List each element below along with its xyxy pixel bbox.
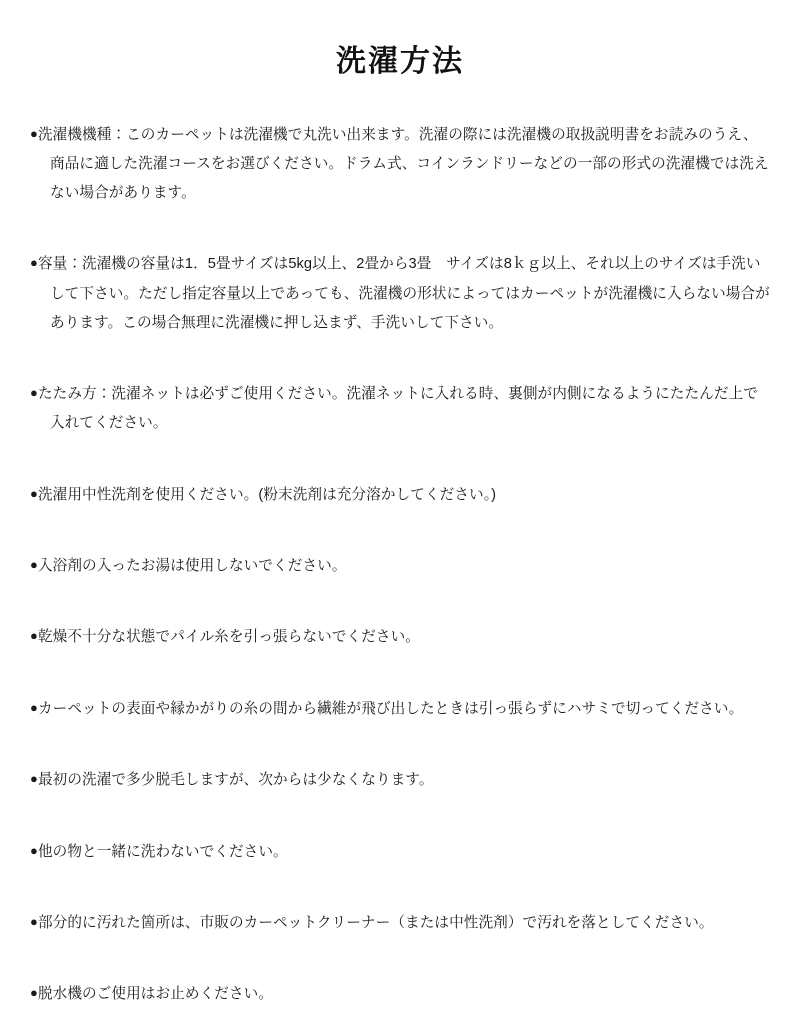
instruction-text: 乾燥不十分な状態でパイル糸を引っ張らないでください。	[37, 629, 420, 646]
instruction-item-no-spin-dryer	[30, 980, 770, 1009]
instruction-item-initial-shedding	[30, 766, 770, 795]
instruction-item-no-bath-additives	[30, 552, 770, 581]
page-title: 洗濯方法	[336, 45, 464, 78]
instruction-item-spot-cleaning	[30, 909, 770, 938]
instruction-item-folding-method	[30, 380, 770, 438]
bullet-icon: ●	[30, 557, 38, 573]
bullet-icon: ●	[30, 913, 38, 929]
instruction-item-capacity	[30, 250, 770, 338]
instruction-text: 洗濯用中性洗剤を使用ください。(粉末洗剤は充分溶かしてください。)	[37, 486, 497, 503]
instruction-item-cut-loose-fibers	[30, 695, 770, 724]
instruction-text: 脱水機のご使用はお止めください。	[37, 986, 274, 1003]
bullet-icon: ●	[30, 125, 38, 141]
bullet-icon: ●	[30, 985, 38, 1001]
instruction-text: 他の物と一緒に洗わないでください。	[37, 843, 288, 860]
instruction-text: 容量：洗濯機の容量は1．5畳サイズは5kg以上、2畳から3畳 サイズは8ｋｇ以上、それ以上のサイズは手洗いして下さい。ただし指定容量以上であっても、洗濯機の形状によってはカーペットが洗濯機に入らない場合があります。この場合無理に洗濯機に押し込まず、手洗いして下さい。	[37, 256, 770, 331]
instruction-list	[22, 106, 778, 1024]
instruction-item-washing-machine-type	[30, 121, 770, 209]
instruction-text: カーペットの表面や縁かがりの糸の間から繊維が飛び出したときは引っ張らずにハサミで切ってください。	[37, 700, 744, 717]
bullet-icon: ●	[30, 628, 38, 644]
bullet-icon: ●	[30, 255, 38, 271]
bullet-icon: ●	[30, 699, 38, 715]
instruction-item-wash-separately	[30, 838, 770, 867]
instruction-item-no-pulling-pile-yarn	[30, 623, 770, 652]
instruction-text: 入浴剤の入ったお湯は使用しないでください。	[37, 558, 347, 575]
instruction-text: たたみ方：洗濯ネットは必ずご使用ください。洗濯ネットに入れる時、裏側が内側になるようにたたんだ上で入れてください。	[37, 386, 758, 432]
instruction-text: 部分的に汚れた箇所は、市販のカーペットクリーナー（または中性洗剤）で汚れを落としてください。	[37, 914, 714, 931]
instruction-text: 最初の洗濯で多少脱毛しますが、次からは少なくなります。	[37, 772, 434, 789]
instruction-item-neutral-detergent	[30, 481, 770, 510]
bullet-icon: ●	[30, 842, 38, 858]
bullet-icon: ●	[30, 771, 38, 787]
bullet-icon: ●	[30, 485, 38, 501]
bullet-icon: ●	[30, 385, 38, 401]
instruction-text: 洗濯機機種：このカーペットは洗濯機で丸洗い出来ます。洗濯の際には洗濯機の取扱説明書をお読みのうえ、商品に適した洗濯コースをお選びください。ドラム式、コインランドリーなどの一部の形式の洗濯機では洗えない場合があります。	[37, 126, 769, 201]
